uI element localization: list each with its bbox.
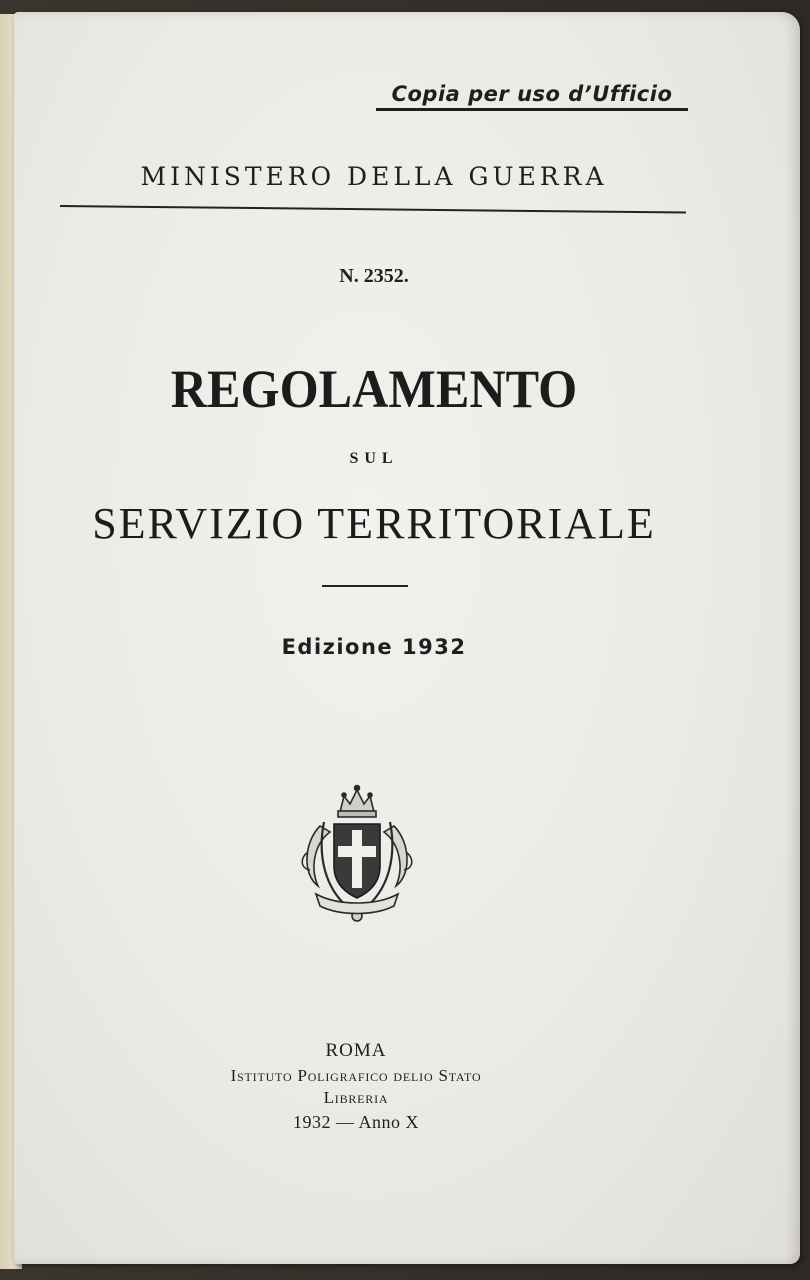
title-connector: SUL bbox=[349, 450, 399, 467]
imprint-date: 1932 — Anno X bbox=[292, 1112, 419, 1132]
document-title: REGOLAMENTO bbox=[170, 359, 578, 419]
royal-crest-icon bbox=[298, 782, 416, 928]
document-number: N. 2352. bbox=[339, 265, 409, 287]
imprint-department: Libreria bbox=[323, 1088, 389, 1107]
document-subtitle: SERVIZIO TERRITORIALE bbox=[92, 499, 656, 548]
imprint-publisher: Istituto Poligrafico delio Stato bbox=[230, 1066, 482, 1085]
divider-rule bbox=[322, 585, 408, 587]
ministry-heading: MINISTERO DELLA GUERRA bbox=[140, 162, 608, 191]
edition-label: Edizione 1932 bbox=[281, 635, 467, 659]
imprint-city: ROMA bbox=[325, 1040, 387, 1061]
office-copy-stamp: Copia per uso d’Ufficio bbox=[376, 82, 688, 111]
